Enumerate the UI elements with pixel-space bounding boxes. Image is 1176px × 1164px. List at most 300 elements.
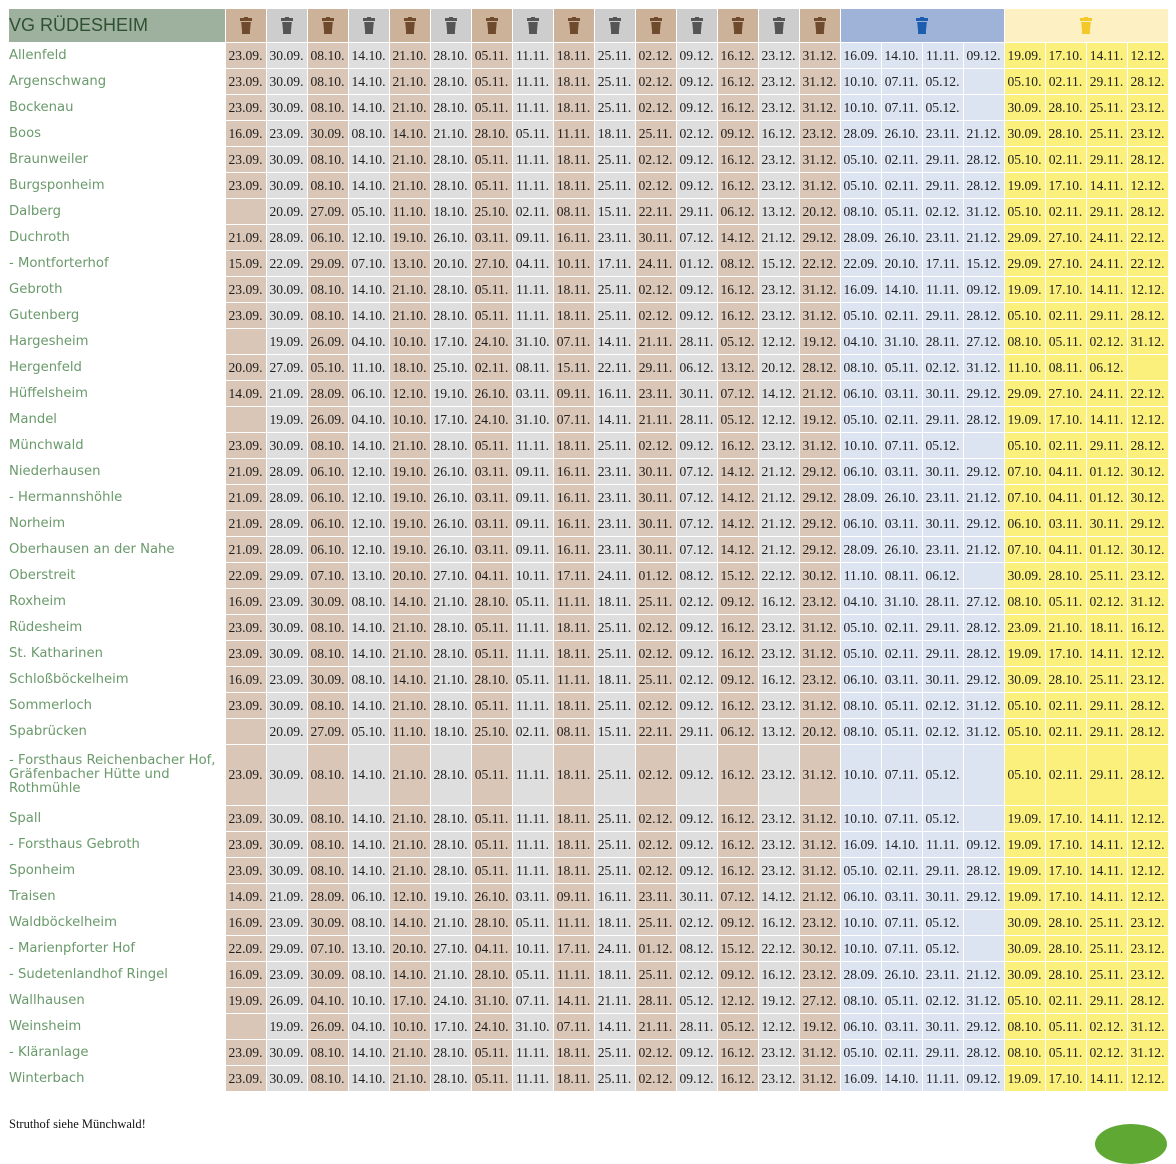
collection-date-blue: 02.11. <box>881 173 922 199</box>
collection-date-grey: 06.12. <box>676 355 717 381</box>
collection-date-grey: 09.11. <box>512 511 553 537</box>
collection-date-brown: 05.11. <box>471 806 512 832</box>
collection-date-blue: 06.10. <box>840 381 881 407</box>
collection-date-blue: 05.10. <box>840 173 881 199</box>
collection-date-yellow: 17.10. <box>1045 1066 1086 1092</box>
collection-date-yellow: 31.12. <box>1127 589 1168 615</box>
collection-date-grey: 11.11. <box>512 433 553 459</box>
collection-date-yellow: 12.12. <box>1127 277 1168 303</box>
collection-date-brown: 16.12. <box>717 277 758 303</box>
collection-date-blue: 07.11. <box>881 433 922 459</box>
location-name <box>9 589 225 615</box>
collection-date-grey: 16.12. <box>758 121 799 147</box>
collection-date-blue: 27.12. <box>963 329 1004 355</box>
collection-date-yellow: 16.12. <box>1127 615 1168 641</box>
collection-date-brown: 31.12. <box>799 277 840 303</box>
collection-date-yellow: 14.11. <box>1086 43 1127 69</box>
collection-date-yellow: 17.10. <box>1045 858 1086 884</box>
location-name-line: Spall <box>9 811 42 826</box>
collection-date-brown: 18.11. <box>553 832 594 858</box>
collection-date-brown: 18.11. <box>553 69 594 95</box>
collection-date-grey: 29.11. <box>676 719 717 745</box>
collection-date-yellow: 07.10. <box>1004 459 1045 485</box>
location-name <box>9 121 225 147</box>
collection-date-yellow: 25.11. <box>1086 936 1127 962</box>
collection-date-grey: 11.11. <box>512 693 553 719</box>
collection-date-grey: 21.12. <box>758 485 799 511</box>
collection-date-blue: 09.12. <box>963 1066 1004 1092</box>
collection-date-blue: 05.11. <box>881 355 922 381</box>
collection-date-yellow: 04.11. <box>1045 537 1086 563</box>
collection-date-grey: 25.11. <box>594 303 635 329</box>
collection-date-yellow: 04.11. <box>1045 459 1086 485</box>
collection-date-grey: 05.10. <box>348 199 389 225</box>
collection-date-brown: 16.11. <box>553 225 594 251</box>
collection-date-brown: 25.11. <box>635 962 676 988</box>
collection-date-grey: 21.10. <box>430 667 471 693</box>
collection-date-blue <box>963 563 1004 589</box>
collection-date-brown: 14.11. <box>553 988 594 1014</box>
collection-date-blue: 10.10. <box>840 806 881 832</box>
collection-date-yellow: 29.11. <box>1086 719 1127 745</box>
collection-date-blue: 29.11. <box>922 147 963 173</box>
collection-date-blue: 05.12. <box>922 745 963 806</box>
collection-date-brown: 11.11. <box>553 962 594 988</box>
collection-date-brown: 18.11. <box>553 641 594 667</box>
collection-date-brown: 07.11. <box>553 1014 594 1040</box>
collection-date-brown: 21.09. <box>225 511 266 537</box>
collection-date-blue: 05.10. <box>840 641 881 667</box>
collection-date-blue: 29.11. <box>922 641 963 667</box>
collection-date-blue <box>963 433 1004 459</box>
collection-date-brown: 16.12. <box>717 806 758 832</box>
collection-date-grey: 21.12. <box>758 225 799 251</box>
collection-date-brown: 08.10. <box>307 147 348 173</box>
collection-date-brown: 22.09. <box>225 563 266 589</box>
collection-date-brown: 18.11. <box>553 303 594 329</box>
location-name <box>9 1040 225 1066</box>
collection-date-brown: 23.12. <box>799 962 840 988</box>
collection-date-brown: 03.11. <box>471 511 512 537</box>
collection-date-blue <box>963 95 1004 121</box>
collection-date-yellow: 19.09. <box>1004 806 1045 832</box>
collection-date-grey: 11.11. <box>512 1066 553 1092</box>
collection-date-brown: 20.10. <box>389 563 430 589</box>
collection-date-brown: 08.11. <box>553 719 594 745</box>
collection-date-yellow: 14.11. <box>1086 884 1127 910</box>
collection-date-brown: 18.11. <box>553 433 594 459</box>
collection-date-yellow: 29.09. <box>1004 225 1045 251</box>
collection-date-blue: 11.11. <box>922 277 963 303</box>
collection-date-yellow: 08.11. <box>1045 355 1086 381</box>
collection-date-blue: 29.12. <box>963 381 1004 407</box>
collection-date-blue: 27.12. <box>963 589 1004 615</box>
location-name <box>9 173 225 199</box>
collection-date-brown: 16.11. <box>553 485 594 511</box>
collection-date-brown: 30.09. <box>307 121 348 147</box>
collection-date-brown <box>225 1014 266 1040</box>
collection-date-blue: 02.11. <box>881 858 922 884</box>
collection-date-grey: 26.10. <box>430 225 471 251</box>
collection-date-brown: 24.10. <box>471 329 512 355</box>
collection-date-brown: 18.11. <box>553 858 594 884</box>
collection-date-blue: 16.09. <box>840 832 881 858</box>
collection-date-yellow: 29.09. <box>1004 251 1045 277</box>
collection-date-brown: 11.10. <box>389 719 430 745</box>
location-name <box>9 147 225 173</box>
location-name <box>9 615 225 641</box>
collection-date-blue: 03.11. <box>881 381 922 407</box>
collection-date-brown: 07.11. <box>553 407 594 433</box>
collection-date-brown: 09.12. <box>717 962 758 988</box>
collection-date-yellow: 23.12. <box>1127 910 1168 936</box>
collection-date-grey: 30.09. <box>266 43 307 69</box>
collection-date-blue: 02.11. <box>881 407 922 433</box>
collection-date-grey: 09.12. <box>676 693 717 719</box>
location-name <box>9 667 225 693</box>
location-name <box>9 858 225 884</box>
table-row <box>9 962 1168 988</box>
header-brown-bin-15 <box>799 9 840 43</box>
collection-date-grey: 14.10. <box>348 43 389 69</box>
collection-date-grey: 09.12. <box>676 858 717 884</box>
collection-date-brown: 03.11. <box>471 485 512 511</box>
collection-date-grey: 09.11. <box>512 537 553 563</box>
collection-date-brown: 12.10. <box>389 381 430 407</box>
collection-date-blue: 07.11. <box>881 936 922 962</box>
collection-date-blue: 05.10. <box>840 858 881 884</box>
collection-date-brown: 14.10. <box>389 962 430 988</box>
collection-date-grey: 28.10. <box>430 1066 471 1092</box>
collection-date-brown: 21.10. <box>389 693 430 719</box>
collection-date-grey: 09.12. <box>676 1066 717 1092</box>
collection-date-brown: 16.12. <box>717 69 758 95</box>
collection-date-grey: 12.10. <box>348 485 389 511</box>
collection-date-brown: 04.11. <box>471 936 512 962</box>
collection-date-grey: 23.12. <box>758 806 799 832</box>
collection-date-brown: 05.11. <box>471 858 512 884</box>
collection-date-blue: 31.10. <box>881 329 922 355</box>
collection-date-brown: 10.11. <box>553 251 594 277</box>
collection-date-blue <box>963 69 1004 95</box>
collection-date-yellow: 12.12. <box>1127 806 1168 832</box>
collection-date-brown: 18.11. <box>553 693 594 719</box>
collection-date-brown: 23.09. <box>225 277 266 303</box>
collection-date-yellow: 11.10. <box>1004 355 1045 381</box>
collection-date-grey: 23.11. <box>594 537 635 563</box>
collection-date-yellow: 12.12. <box>1127 858 1168 884</box>
location-name <box>9 745 225 806</box>
collection-date-yellow: 14.11. <box>1086 173 1127 199</box>
collection-date-blue: 02.11. <box>881 303 922 329</box>
collection-date-grey: 31.10. <box>512 329 553 355</box>
collection-date-yellow: 31.12. <box>1127 329 1168 355</box>
collection-date-brown: 05.11. <box>471 173 512 199</box>
collection-date-brown: 17.10. <box>389 988 430 1014</box>
collection-date-blue <box>963 806 1004 832</box>
table-row <box>9 121 1168 147</box>
collection-date-blue: 03.11. <box>881 884 922 910</box>
collection-date-yellow: 23.12. <box>1127 962 1168 988</box>
collection-date-grey: 11.11. <box>512 147 553 173</box>
collection-date-blue: 30.11. <box>922 459 963 485</box>
collection-date-yellow: 17.10. <box>1045 641 1086 667</box>
collection-date-yellow: 12.12. <box>1127 884 1168 910</box>
collection-date-blue: 14.10. <box>881 43 922 69</box>
collection-date-grey: 14.10. <box>348 745 389 806</box>
footnote: Struthof siehe Münchwald! <box>9 1117 146 1131</box>
location-name-line: Oberhausen an der Nahe <box>9 542 175 557</box>
collection-date-grey: 14.10. <box>348 806 389 832</box>
location-name-line: Norheim <box>9 516 66 531</box>
collection-date-brown: 21.12. <box>799 381 840 407</box>
collection-date-grey: 29.11. <box>676 199 717 225</box>
collection-date-blue: 05.12. <box>922 806 963 832</box>
collection-date-grey: 28.10. <box>430 277 471 303</box>
table-row <box>9 884 1168 910</box>
collection-date-yellow: 14.11. <box>1086 806 1127 832</box>
collection-date-yellow: 02.11. <box>1045 693 1086 719</box>
collection-date-grey: 28.10. <box>430 641 471 667</box>
collection-date-grey: 16.12. <box>758 910 799 936</box>
table-row <box>9 147 1168 173</box>
collection-date-brown: 28.12. <box>799 355 840 381</box>
collection-date-grey: 23.12. <box>758 43 799 69</box>
collection-date-grey: 16.12. <box>758 962 799 988</box>
collection-date-yellow: 31.12. <box>1127 1014 1168 1040</box>
collection-date-brown: 14.09. <box>225 381 266 407</box>
collection-date-yellow: 28.12. <box>1127 719 1168 745</box>
collection-date-blue: 05.11. <box>881 988 922 1014</box>
collection-date-brown: 24.11. <box>635 251 676 277</box>
brown-bio-bin-icon <box>240 17 252 34</box>
collection-date-yellow: 14.11. <box>1086 407 1127 433</box>
collection-date-blue: 28.12. <box>963 407 1004 433</box>
header-brown-bin-7 <box>471 9 512 43</box>
collection-date-yellow: 30.09. <box>1004 936 1045 962</box>
collection-date-grey: 28.10. <box>430 858 471 884</box>
collection-date-brown: 28.10. <box>471 962 512 988</box>
collection-date-grey: 20.10. <box>430 251 471 277</box>
collection-date-grey: 09.11. <box>512 485 553 511</box>
collection-date-yellow: 28.12. <box>1127 988 1168 1014</box>
collection-date-brown: 28.10. <box>471 667 512 693</box>
collection-date-grey: 25.11. <box>594 806 635 832</box>
collection-date-brown: 22.12. <box>799 251 840 277</box>
grey-residual-bin-icon <box>609 17 621 34</box>
location-name <box>9 43 225 69</box>
collection-date-yellow: 14.11. <box>1086 1066 1127 1092</box>
collection-date-grey: 05.11. <box>512 121 553 147</box>
location-name-line: Bockenau <box>9 100 74 115</box>
collection-date-grey: 22.12. <box>758 936 799 962</box>
collection-date-brown: 16.12. <box>717 832 758 858</box>
collection-date-grey: 02.12. <box>676 121 717 147</box>
collection-date-brown: 06.10. <box>307 511 348 537</box>
collection-date-yellow: 28.10. <box>1045 910 1086 936</box>
collection-date-blue: 21.12. <box>963 485 1004 511</box>
collection-date-yellow: 19.09. <box>1004 407 1045 433</box>
collection-date-brown: 25.10. <box>471 199 512 225</box>
collection-date-brown: 15.12. <box>717 936 758 962</box>
location-name-line: - Montforterhof <box>9 256 109 271</box>
location-name-line: Roxheim <box>9 594 67 609</box>
collection-date-brown: 15.11. <box>553 355 594 381</box>
collection-date-grey: 15.12. <box>758 251 799 277</box>
location-name <box>9 962 225 988</box>
collection-date-grey: 22.12. <box>758 563 799 589</box>
collection-date-brown: 20.12. <box>799 719 840 745</box>
collection-date-grey: 28.11. <box>676 329 717 355</box>
collection-date-yellow: 04.11. <box>1045 485 1086 511</box>
collection-date-blue: 29.12. <box>963 667 1004 693</box>
collection-date-brown: 06.12. <box>717 199 758 225</box>
collection-date-yellow: 05.10. <box>1004 147 1045 173</box>
collection-date-blue: 23.11. <box>922 485 963 511</box>
collection-date-yellow: 07.10. <box>1004 485 1045 511</box>
collection-date-brown: 09.12. <box>717 667 758 693</box>
collection-date-brown: 18.11. <box>553 277 594 303</box>
location-name <box>9 251 225 277</box>
collection-date-grey: 11.11. <box>512 806 553 832</box>
collection-date-brown: 31.12. <box>799 641 840 667</box>
collection-date-blue: 14.10. <box>881 1066 922 1092</box>
table-row <box>9 433 1168 459</box>
location-name-line: Hergenfeld <box>9 360 82 375</box>
collection-date-brown: 05.11. <box>471 745 512 806</box>
table-row <box>9 806 1168 832</box>
collection-date-yellow: 28.10. <box>1045 936 1086 962</box>
collection-date-grey: 25.11. <box>594 858 635 884</box>
collection-date-yellow: 05.11. <box>1045 329 1086 355</box>
collection-date-grey: 18.10. <box>430 199 471 225</box>
collection-date-yellow: 29.11. <box>1086 147 1127 173</box>
collection-date-brown: 19.12. <box>799 329 840 355</box>
collection-date-brown: 14.12. <box>717 485 758 511</box>
collection-date-grey: 04.11. <box>512 251 553 277</box>
collection-date-yellow: 01.12. <box>1086 537 1127 563</box>
collection-date-yellow: 30.09. <box>1004 910 1045 936</box>
collection-date-brown: 28.10. <box>471 910 512 936</box>
collection-date-grey: 23.09. <box>266 667 307 693</box>
collection-date-brown: 21.10. <box>389 43 430 69</box>
collection-date-grey: 09.12. <box>676 641 717 667</box>
collection-date-yellow: 27.10. <box>1045 251 1086 277</box>
collection-date-grey: 25.11. <box>594 277 635 303</box>
location-name <box>9 988 225 1014</box>
collection-date-blue: 03.11. <box>881 511 922 537</box>
collection-date-grey: 13.10. <box>348 936 389 962</box>
collection-date-brown: 16.12. <box>717 147 758 173</box>
collection-date-grey: 11.11. <box>512 43 553 69</box>
location-name-line: - Sudetenlandhof Ringel <box>9 967 168 982</box>
collection-date-blue: 31.10. <box>881 589 922 615</box>
collection-date-brown: 20.09. <box>225 355 266 381</box>
collection-date-brown: 17.11. <box>553 563 594 589</box>
table-row <box>9 329 1168 355</box>
location-name-line: - Marienpforter Hof <box>9 941 135 956</box>
collection-date-brown: 08.10. <box>307 745 348 806</box>
collection-date-blue: 29.11. <box>922 303 963 329</box>
collection-date-grey: 25.11. <box>594 832 635 858</box>
collection-date-yellow: 31.12. <box>1127 1040 1168 1066</box>
green-logo-shape <box>1095 1124 1167 1164</box>
collection-date-grey: 04.10. <box>348 329 389 355</box>
collection-date-brown: 26.09. <box>307 407 348 433</box>
collection-date-grey: 09.12. <box>676 147 717 173</box>
collection-date-brown: 05.11. <box>471 832 512 858</box>
collection-date-yellow: 29.11. <box>1086 303 1127 329</box>
location-name-line: - Forsthaus Gebroth <box>9 837 140 852</box>
collection-date-brown: 05.11. <box>471 147 512 173</box>
collection-date-brown: 30.11. <box>635 537 676 563</box>
location-name-line: Duchroth <box>9 230 70 245</box>
location-name-line: Hüffelsheim <box>9 386 88 401</box>
collection-date-brown: 25.11. <box>635 121 676 147</box>
collection-date-yellow: 25.11. <box>1086 910 1127 936</box>
collection-date-brown <box>225 329 266 355</box>
location-name <box>9 381 225 407</box>
location-name-line: Winterbach <box>9 1071 85 1086</box>
collection-date-blue: 05.12. <box>922 69 963 95</box>
collection-date-brown: 14.10. <box>389 667 430 693</box>
collection-date-brown: 16.09. <box>225 667 266 693</box>
header-brown-bin-1 <box>225 9 266 43</box>
collection-date-yellow: 30.09. <box>1004 121 1045 147</box>
collection-date-blue: 29.12. <box>963 1014 1004 1040</box>
collection-date-brown: 20.12. <box>799 199 840 225</box>
collection-date-grey: 23.12. <box>758 745 799 806</box>
collection-date-brown: 30.09. <box>307 910 348 936</box>
collection-date-brown: 02.11. <box>471 355 512 381</box>
collection-date-brown: 31.12. <box>799 615 840 641</box>
collection-date-yellow: 08.10. <box>1004 1040 1045 1066</box>
collection-date-yellow: 23.09. <box>1004 615 1045 641</box>
collection-date-brown: 11.11. <box>553 910 594 936</box>
collection-date-grey: 12.12. <box>758 329 799 355</box>
collection-date-blue: 26.10. <box>881 225 922 251</box>
collection-date-brown: 08.10. <box>307 641 348 667</box>
collection-date-grey: 19.12. <box>758 988 799 1014</box>
collection-date-grey: 28.09. <box>266 459 307 485</box>
location-name-line: Argenschwang <box>9 74 107 89</box>
collection-date-brown: 21.10. <box>389 806 430 832</box>
collection-schedule-table <box>9 9 1169 1092</box>
location-name <box>9 459 225 485</box>
collection-date-brown: 28.10. <box>471 589 512 615</box>
header-yellow-bin-group <box>1004 9 1168 43</box>
collection-date-blue: 11.11. <box>922 832 963 858</box>
collection-date-grey: 18.11. <box>594 121 635 147</box>
collection-date-blue: 28.12. <box>963 615 1004 641</box>
collection-date-grey: 30.09. <box>266 303 307 329</box>
collection-date-grey: 25.11. <box>594 693 635 719</box>
collection-date-grey: 30.11. <box>676 381 717 407</box>
collection-date-yellow: 12.12. <box>1127 173 1168 199</box>
collection-date-brown: 02.12. <box>635 69 676 95</box>
collection-date-brown: 25.10. <box>471 719 512 745</box>
collection-date-grey: 31.10. <box>512 1014 553 1040</box>
collection-date-grey: 30.09. <box>266 1040 307 1066</box>
location-name-line: Boos <box>9 126 42 141</box>
collection-date-brown: 21.10. <box>389 95 430 121</box>
collection-date-brown: 08.10. <box>307 832 348 858</box>
collection-date-grey: 28.10. <box>430 69 471 95</box>
collection-date-brown: 25.11. <box>635 589 676 615</box>
collection-date-grey: 08.12. <box>676 563 717 589</box>
brown-bio-bin-icon <box>404 17 416 34</box>
collection-date-yellow: 02.11. <box>1045 69 1086 95</box>
